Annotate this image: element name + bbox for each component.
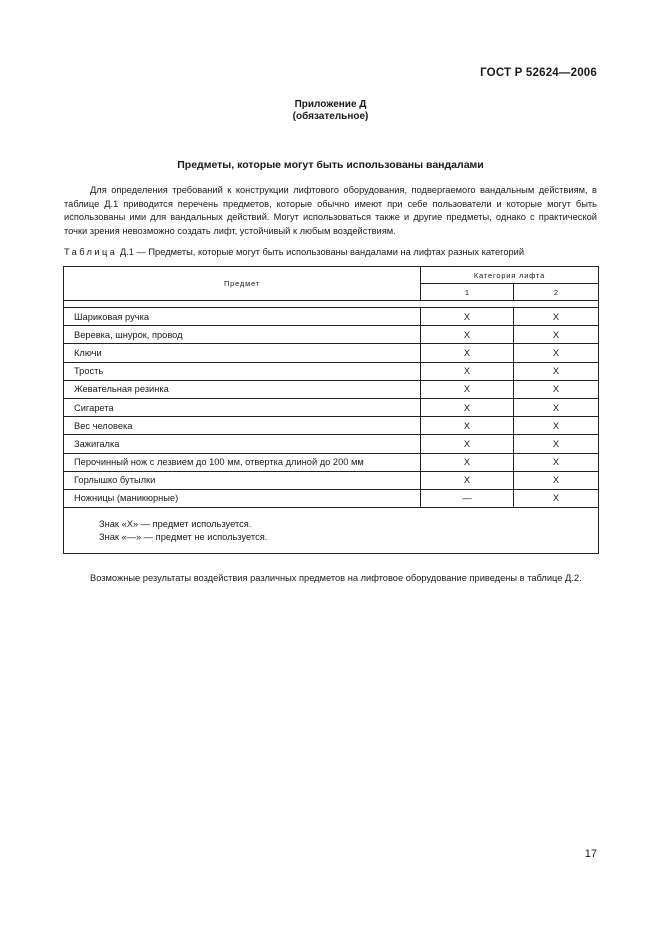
item-name-cell: Веревка, шнурок, провод [64,326,421,344]
item-name-cell: Трость [64,362,421,380]
category-2-mark: X [514,453,599,471]
table-row [64,435,599,453]
item-name-cell: Перочинный нож с лезвием до 100 мм, отвертка длиной до 200 мм [64,453,421,471]
table-row [64,344,599,362]
category-2-mark: X [514,435,599,453]
appendix-subtitle: (обязательное) [292,111,369,122]
table-row [64,453,599,471]
category-2-mark: X [514,326,599,344]
category-2-mark: X [514,417,599,435]
item-name-cell: Зажигалка [64,435,421,453]
item-name-cell: Ножницы (маникюрные) [64,489,421,507]
category-2-mark: X [514,489,599,507]
closing-paragraph [64,572,597,586]
category-2-mark: X [514,308,599,326]
note-used: Знак «X» — предмет используется. [99,519,252,530]
table-note-row [64,508,599,554]
category-1-mark: X [421,362,514,380]
section-heading: Предметы, которые могут быть использованы вандалами [177,159,484,171]
category-2-mark: X [514,344,599,362]
category-1-mark: X [421,471,514,489]
table-caption-text: Д.1 — Предметы, которые могут быть использованы вандалами на лифтах разных категорий [119,247,525,257]
category-2-mark: X [514,380,599,398]
table-note-cell [64,508,599,554]
category-1-mark: X [421,308,514,326]
table-row [64,326,599,344]
table-row [64,398,599,416]
intro-paragraph [64,184,597,238]
items-table [63,266,599,554]
item-name-cell: Сигарета [64,398,421,416]
category-2-mark: X [514,398,599,416]
closing-paragraph-text: Возможные результаты воздействия различных предметов на лифтовое оборудование приведены в таблице Д.2. [90,573,582,583]
category-1-mark: X [421,398,514,416]
category-2-mark: X [514,471,599,489]
column-header-item: Предмет [64,267,421,301]
intro-paragraph-text: Для определения требований к конструкции лифтового оборудования, подвергаемого вандальным действиям, в таблице Д.1 приводится перечень предметов, которые обычно имеют при себе пользователи и которые могут быть использованы ими для вандальных действий. Могут использоваться также и другие предметы, однако с практической точки зрения невозможно создать лифт, устойчивый к любым воздействиям. [64,185,597,236]
table-row [64,308,599,326]
items-table-body [64,267,599,554]
item-name-cell: Шариковая ручка [64,308,421,326]
table-row [64,417,599,435]
table-spacer-row [64,301,599,308]
category-1-mark: X [421,453,514,471]
item-name-cell: Горлышко бутылки [64,471,421,489]
category-2-mark: X [514,362,599,380]
category-1-mark: — [421,489,514,507]
column-header-category-1: 1 [421,284,514,301]
category-1-mark: X [421,417,514,435]
column-header-category: Категория лифта [421,267,599,284]
item-name-cell: Жевательная резинка [64,380,421,398]
table-spacer-cell [64,301,599,308]
table-row [64,489,599,507]
item-name-cell: Ключи [64,344,421,362]
table-row [64,471,599,489]
table-caption-label: Таблица [64,247,118,257]
category-1-mark: X [421,344,514,362]
category-1-mark: X [421,326,514,344]
category-1-mark: X [421,380,514,398]
page-number: 17 [584,848,597,860]
item-name-cell: Вес человека [64,417,421,435]
appendix-title: Приложение Д [294,99,367,110]
table-row [64,362,599,380]
column-header-category-2: 2 [514,284,599,301]
table-row [64,380,599,398]
category-1-mark: X [421,435,514,453]
table-caption [64,247,524,257]
table-header-row-1 [64,267,599,284]
standard-number: ГОСТ Р 52624—2006 [480,67,597,79]
note-not-used: Знак «—» — предмет не используется. [99,532,268,543]
